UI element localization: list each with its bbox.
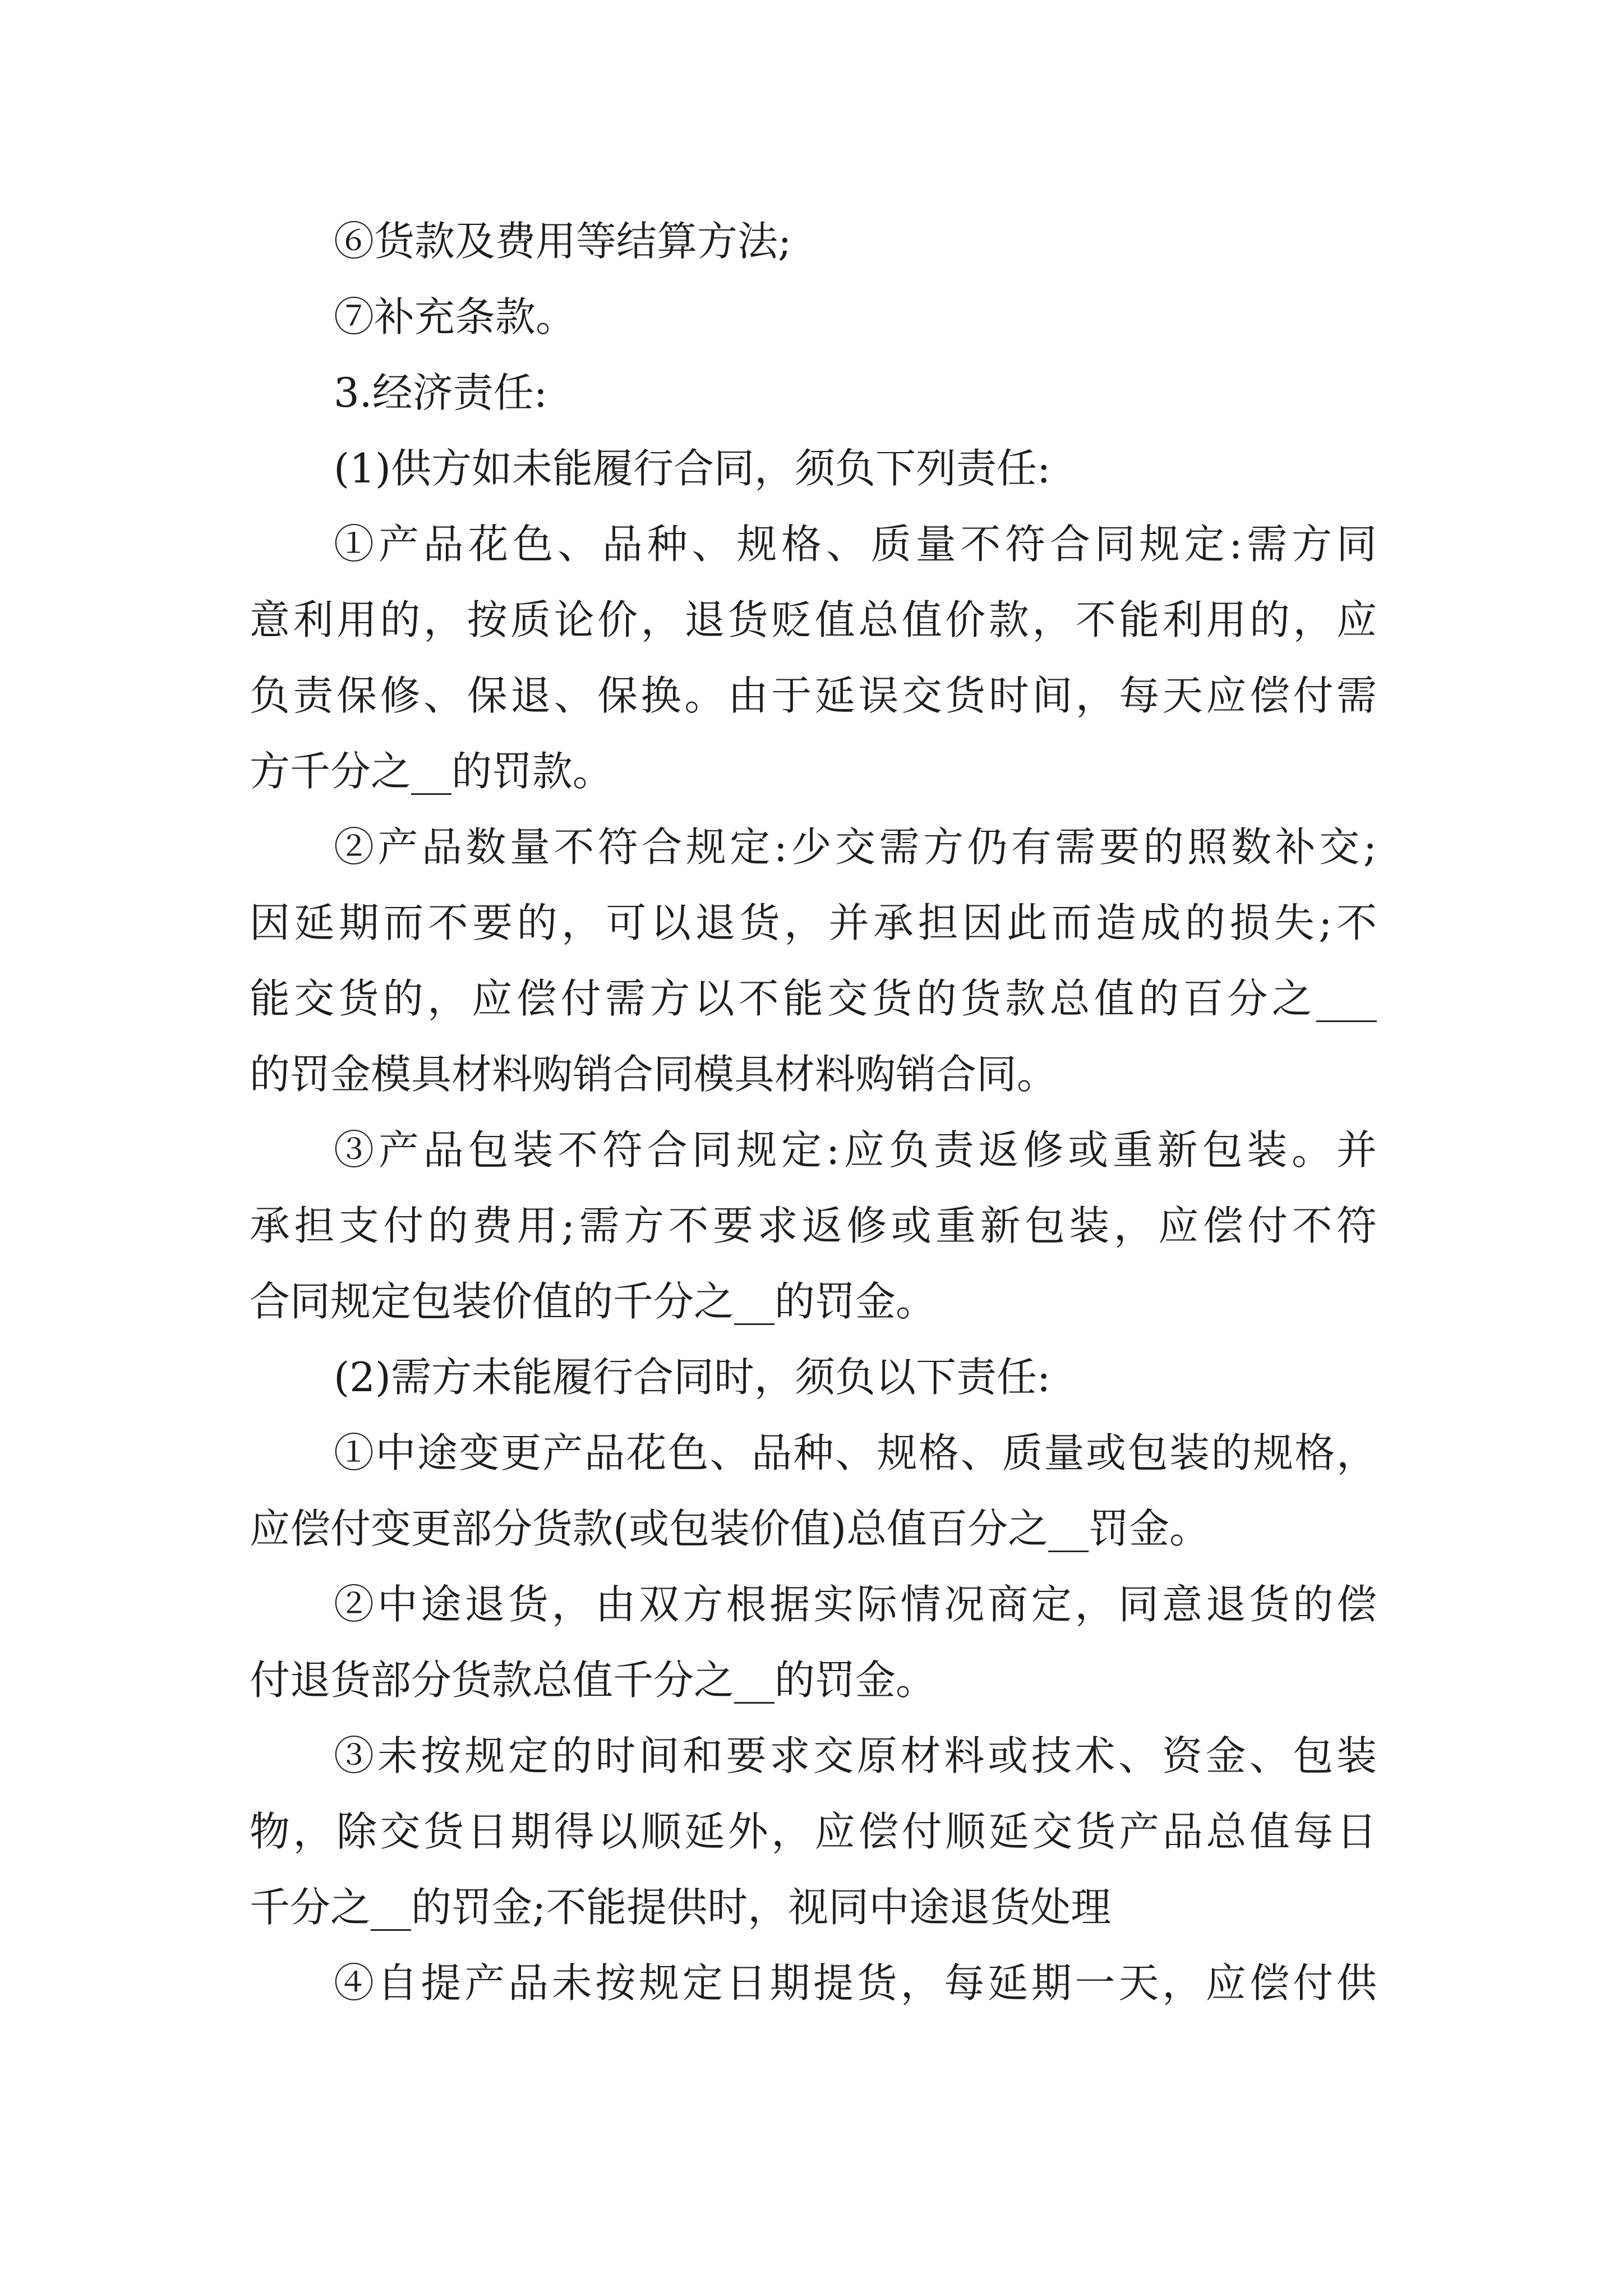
buyer-item-1-line-1: ①中途变更产品花色、品种、规格、质量或包装的规格， [334,1429,1377,1476]
supplier-item-1-line-4: 方千分之__的罚款。 [250,748,614,795]
section-3-heading: 3.经济责任: [334,369,547,416]
supplier-item-2-line-3: 能交货的，应偿付需方以不能交货的货款总值的百分之___ [250,975,1377,1022]
buyer-item-3-line-2: 物，除交货日期得以顺延外，应偿付顺延交货产品总值每日 [250,1808,1377,1855]
supplier-item-1-line-1: ①产品花色、品种、规格、质量不符合同规定:需方同 [334,521,1377,568]
buyer-item-2-line-1: ②中途退货，由双方根据实际情况商定，同意退货的偿 [334,1581,1377,1628]
supplier-item-2-line-1: ②产品数量不符合规定:少交需方仍有需要的照数补交; [334,823,1377,871]
supplier-item-1-line-3: 负责保修、保退、保换。由于延误交货时间，每天应偿付需 [250,672,1377,719]
supplier-item-3-line-1: ③产品包装不符合同规定:应负责返修或重新包装。并 [334,1126,1377,1174]
buyer-item-3-line-1: ③未按规定的时间和要求交原材料或技术、资金、包装 [334,1732,1377,1779]
supplier-item-3-line-3: 合同规定包装价值的千分之__的罚金。 [250,1278,937,1325]
subsection-1-heading: (1)供方如未能履行合同，须负下列责任: [334,445,1051,492]
buyer-item-4-line-1: ④自提产品未按规定日期提货，每延期一天，应偿付供 [334,1959,1377,2007]
supplier-item-1-line-2: 意利用的，按质论价，退货贬值总值价款，不能利用的，应 [250,596,1377,643]
subsection-2-heading: (2)需方未能履行合同时，须负以下责任: [334,1354,1051,1401]
supplier-item-2-line-2: 因延期而不要的，可以退货，并承担因此而造成的损失;不 [250,899,1377,946]
supplier-item-2-line-4: 的罚金模具材料购销合同模具材料购销合同。 [250,1051,1058,1098]
buyer-item-3-line-3: 千分之__的罚金;不能提供时，视同中途退货处理 [250,1884,1112,1931]
buyer-item-2-line-2: 付退货部分货款总值千分之__的罚金。 [250,1657,937,1704]
item-6-settlement: ⑥货款及费用等结算方法; [334,218,792,265]
item-7-supplementary: ⑦补充条款。 [334,293,577,341]
buyer-item-1-line-2: 应偿付变更部分货款(或包装价值)总值百分之__罚金。 [250,1505,1210,1552]
supplier-item-3-line-2: 承担支付的费用;需方不要求返修或重新包装，应偿付不符 [250,1202,1377,1249]
